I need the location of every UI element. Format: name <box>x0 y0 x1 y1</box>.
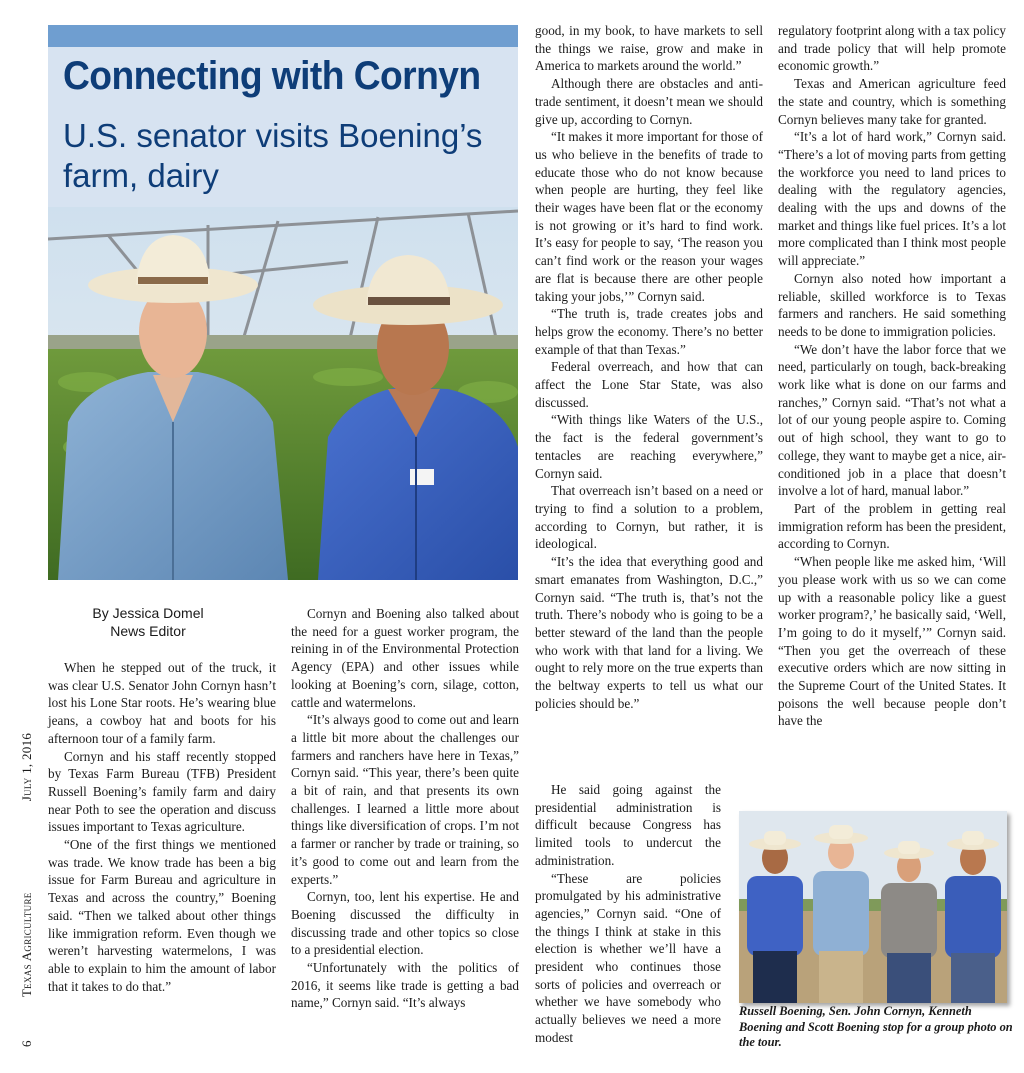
article-column-4 <box>778 22 1006 730</box>
photo-caption: Russell Boening, Sen. John Cornyn, Kenneth Boening and Scott Boening stop for a group photo on the tour. <box>739 1004 1013 1049</box>
paragraph: When he stepped out of the truck, it was clear U.S. Senator John Cornyn hasn’t lost his Lone Star roots. He’s wearing blue jeans, a cowboy hat and boots for his afternoon tour of a family farm. <box>48 660 276 746</box>
paragraph: Cornyn, too, lent his expertise. He and Boening discussed the difficulty in discussing trade and other topics so close to a presidential election. <box>291 889 519 958</box>
paragraph: “The truth is, trade creates jobs and helps grow the economy. There’s no better example of that than Texas.” <box>535 306 763 357</box>
paragraph: Cornyn and his staff recently stopped by Texas Farm Bureau (TFB) President Russell Boening’s family farm and dairy near Poth to see the operation and discuss issues important to Texas agriculture. <box>48 748 276 835</box>
header-accent-bar <box>48 25 518 47</box>
paragraph: Cornyn and Boening also talked about the need for a guest worker program, the reining in of the Environmental Protection Agency (EPA) and other issues while looking at Boening’s corn, silage, cotton, cattle and watermelons. <box>291 606 519 710</box>
article-column-3 <box>535 22 763 712</box>
paragraph: Cornyn also noted how important a reliable, skilled workforce is to Texas farmers and ranchers. He said something needs to be done to immigration policies. <box>778 270 1006 339</box>
paragraph: “When people like me asked him, ‘Will you please work with us so we can come up with a reasonable policy like a guest worker program?,’ he basically said, ‘Well, I’m going to do it myself,’” Cornyn said. “Then you get the overreach of these executive orders which are now sitting in the Supreme Court of the United States. It poisons the well because people don’t have the <box>778 554 1006 729</box>
paragraph: “It’s always good to come out and learn a little bit more about the challenges our farmers and ranchers have here in Texas,” Cornyn said. “This year, there’s been quite a bit of rain, and that presents its own challenges. I learned a little more about things like diversification of crops. I’m not a farmer or rancher by trade or training, so it’s good to come out and learn from the experts.” <box>291 712 519 887</box>
author-title: News Editor <box>110 623 186 639</box>
issue-date: July 1, 2016 <box>19 732 34 802</box>
paragraph: Texas and American agriculture feed the state and country, which is something Cornyn believes many take for granted. <box>778 76 1006 127</box>
paragraph: regulatory footprint along with a tax policy and trade policy that will help promote economic growth.” <box>778 23 1006 74</box>
group-photo <box>739 811 1007 1003</box>
main-photo <box>48 207 518 580</box>
headline: Connecting with Cornyn <box>63 54 481 98</box>
paragraph: Federal overreach, and how that can affect the Lone Star State, was also discussed. <box>535 359 763 410</box>
subheadline: U.S. senator visits Boening’s farm, dairy <box>63 117 483 194</box>
group-photo-illustration <box>739 811 1007 1003</box>
main-photo-illustration <box>48 207 518 580</box>
paragraph: “One of the first things we mentioned was trade. We know trade has been a big issue for Farm Bureau and agriculture in Texas and across the country,” Boening said. “Then we talked about other things like immigration reform. Even though we weren’t harvesting watermelons, I was able to explain to him the amount of labor that it takes to do that.” <box>48 837 276 994</box>
publication-name: Texas Agriculture <box>19 892 34 998</box>
paragraph: Part of the problem in getting real immigration reform has been the president, according to Cornyn. <box>778 500 1006 552</box>
byline <box>48 604 248 640</box>
paragraph: good, in my book, to have markets to sell the things we raise, grow and make in America to markets around the world.” <box>535 23 763 74</box>
paragraph: “With things like Waters of the U.S., the fact is the federal government’s tentacles are reaching everywhere,” Cornyn said. <box>535 412 763 481</box>
paragraph: He said going against the presidential administration is difficult because Congress has limited tools to undercut the administration. <box>535 782 721 868</box>
paragraph: “Unfortunately with the politics of 2016, it seems like trade is getting a bad name,” Cornyn said. “It’s always <box>291 960 519 1011</box>
paragraph: “It’s the idea that everything good and smart emanates from Washington, D.C.,” Cornyn said. “The truth is, that’s not the truth. There’s nobody who is going to be a better steward of the land than the people who work with that land for a living. We ought to rely more on the true experts than the beltway experts to tell us what our policies should be.” <box>535 554 763 711</box>
paragraph: “It makes it more important for those of us who believe in the benefits of trade to educate those who do not know because when people are hurting, they feel like their wages have been flat or the economy is not growing or it’s hard to find work. It’s easy for people to say, ‘The reason you can’t find work or the reason your wages are flat is because there are other people taking your jobs,’” Cornyn said. <box>535 129 763 304</box>
author-name: By Jessica Domel <box>92 605 204 621</box>
article-column-1 <box>48 659 276 995</box>
paragraph: “It’s a lot of hard work,” Cornyn said. “There’s a lot of moving parts from getting the workforce you need to land prices to dealing with the regulatory agencies, dealing with the ups and downs of the market and things like fuel prices. It’s a lot more complicated than I think most people will appreciate.” <box>778 129 1006 269</box>
paragraph: That overreach isn’t based on a need or trying to find a solution to a problem, according to Cornyn, but rather, it is ideological. <box>535 483 763 552</box>
article-column-2 <box>291 605 519 1012</box>
paragraph: Although there are obstacles and anti-trade sentiment, it doesn’t mean we should give up, according to Cornyn. <box>535 76 763 127</box>
paragraph: “We don’t have the labor force that we need, particularly on tough, back-breaking work like what is done on our farms and ranches,” Cornyn said. “That’s not what a lot of our young people aspire to. Coming out of high school, they want to go to college, they want to maybe get a nice, air-conditioned job in a place that doesn’t involve a lot of hard, manual labor.” <box>778 341 1006 499</box>
paragraph: “These are policies promulgated by his administrative agencies,” Cornyn said. “One of the things I think at stake in this election is whether we’ll have a president who continues those sorts of policies and overreach or whether we have somebody who actually believes we need a more modest <box>535 870 721 1045</box>
article-column-3-continued <box>535 781 721 1047</box>
page-number: 6 <box>19 1040 34 1047</box>
